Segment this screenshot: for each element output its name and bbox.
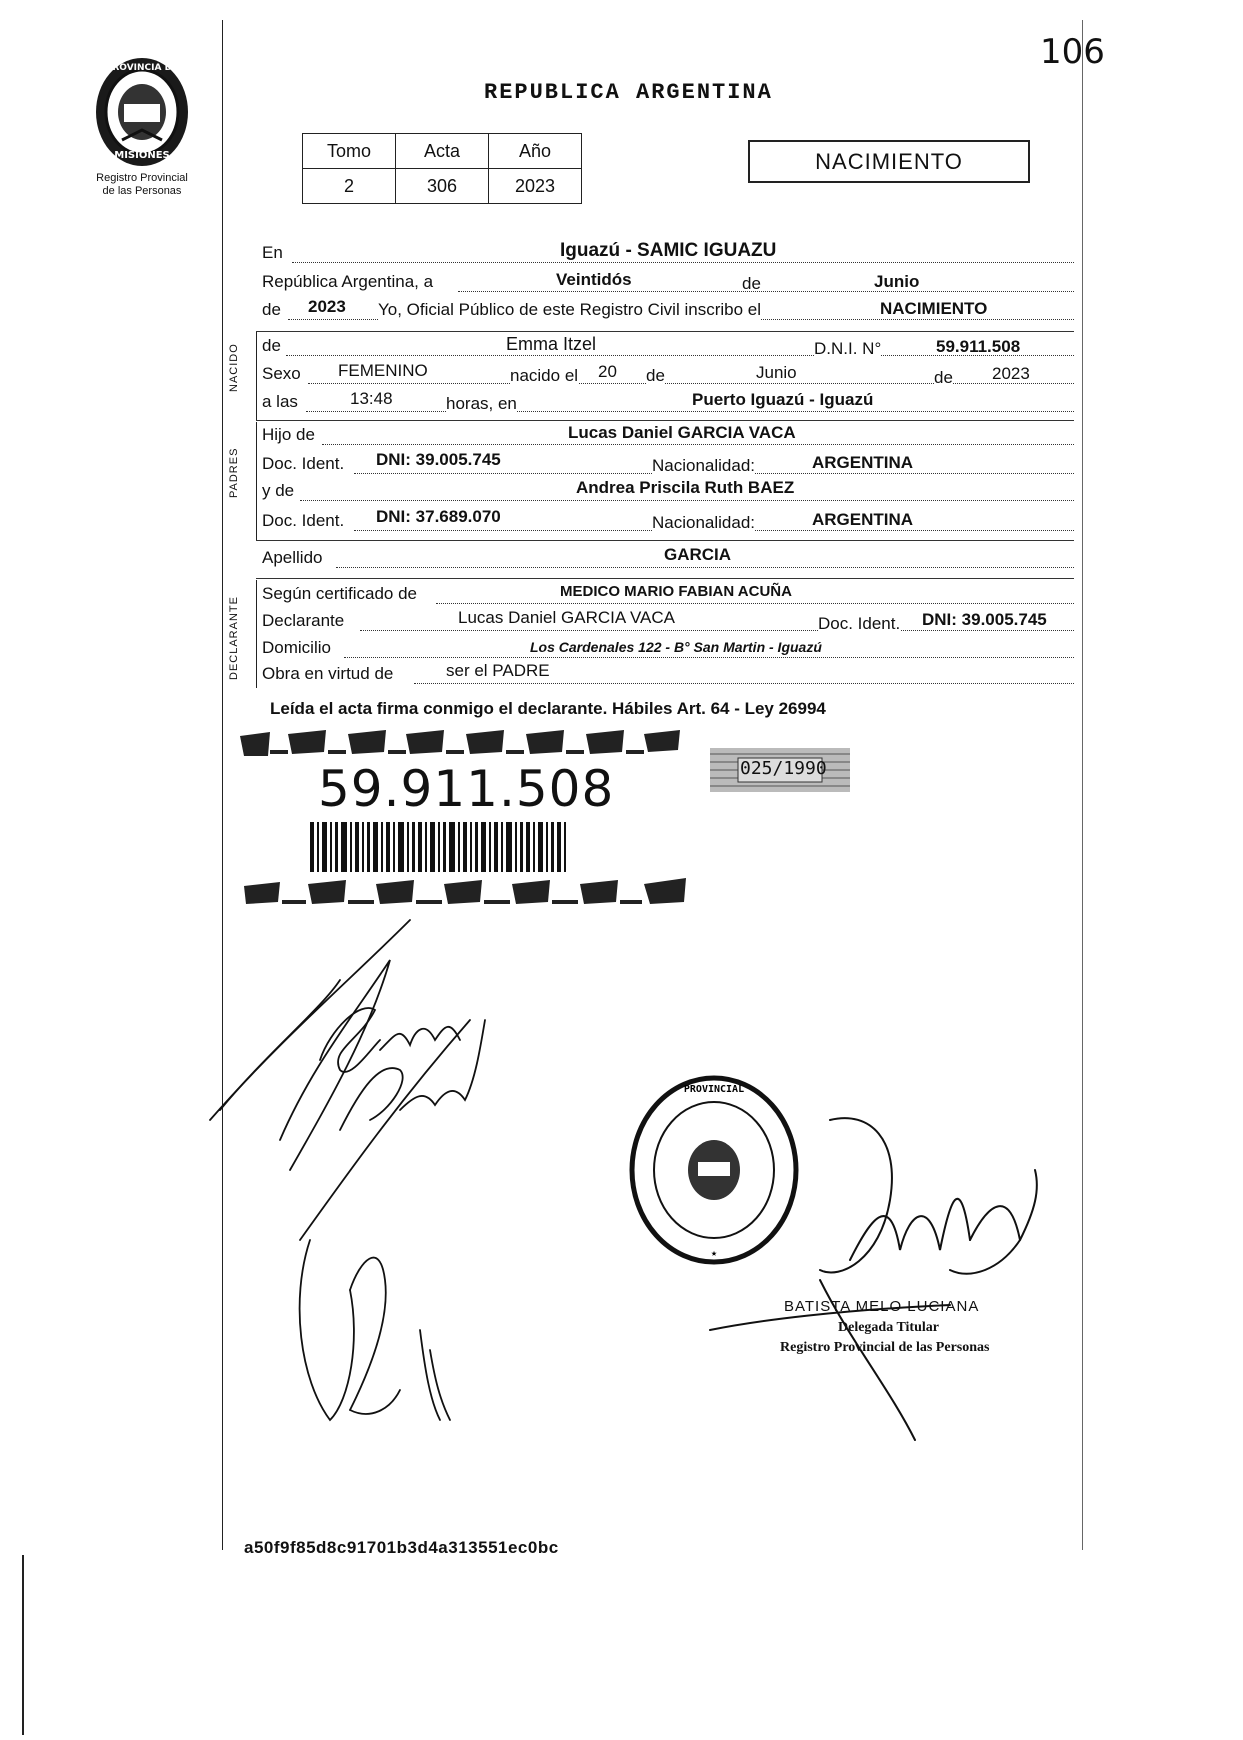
day-words-value: Veintidós (556, 270, 632, 289)
dotted-line (306, 411, 1074, 412)
month-value: Junio (874, 272, 920, 291)
declarante-side-label: DECLARANTE (228, 596, 240, 680)
left-margin-line (222, 20, 223, 1550)
mother-doc-value: DNI: 37.689.070 (376, 507, 501, 526)
svg-text:PROVINCIA DE: PROVINCIA DE (105, 63, 179, 73)
dotted-line (336, 567, 1074, 568)
page-number: 106 (1040, 32, 1105, 72)
svg-text:PROVINCIAL: PROVINCIAL (683, 1084, 745, 1095)
apellido-value: GARCIA (664, 545, 732, 564)
y-de-label: y de (262, 481, 295, 500)
child-name-value: Emma Itzel (506, 334, 597, 354)
misiones-seal-icon (72, 50, 212, 170)
obra-label: Obra en virtud de (262, 664, 394, 683)
year-prefix-label: de (262, 300, 281, 319)
second-signature-icon (290, 1220, 460, 1440)
father-doc-value: DNI: 39.005.745 (376, 450, 501, 469)
cert-label: Según certificado de (262, 584, 417, 603)
nacionalidad-label: Nacionalidad: (652, 456, 756, 475)
security-band-top-icon (240, 726, 680, 758)
place-value: Iguazú - SAMIC IGUAZU (560, 240, 777, 261)
section-rule (256, 540, 1074, 541)
dotted-line (292, 262, 1074, 263)
declarante-name-value: Lucas Daniel GARCIA VACA (458, 608, 675, 627)
de-label: de (742, 274, 761, 293)
header-tomo: Tomo (303, 134, 396, 169)
section-divider (256, 422, 257, 540)
en-label: En (262, 243, 283, 262)
dotted-line (458, 291, 1074, 292)
republica-label: República Argentina, a (262, 272, 434, 291)
dni-label: D.N.I. N° (814, 339, 882, 358)
record-table (302, 133, 582, 204)
record-type-box: NACIMIENTO (748, 140, 1030, 183)
header-acta: Acta (396, 134, 489, 169)
horas-label: horas, en (446, 394, 517, 413)
obra-value: ser el PADRE (446, 661, 550, 680)
dotted-line (414, 683, 1074, 684)
barcode-icon (310, 822, 570, 872)
de-label-3: de (934, 368, 953, 387)
dotted-line (344, 657, 1074, 658)
section-rule (256, 331, 1074, 332)
nacido-el-label: nacido el (510, 366, 579, 385)
declarante-doc-label: Doc. Ident. (818, 614, 901, 633)
header-anio: Año (489, 134, 582, 169)
dotted-line (436, 603, 1074, 604)
time-value: 13:48 (350, 389, 393, 408)
de-label-2: de (646, 366, 665, 385)
child-dni-value: 59.911.508 (936, 337, 1021, 356)
nacido-side-label: NACIDO (228, 343, 240, 392)
doc-label-2: Doc. Ident. (262, 511, 345, 530)
logo-caption-line1: Registro Provincial (96, 172, 188, 184)
declarant-signature-icon (200, 900, 560, 1260)
birth-place-value: Puerto Iguazú - Iguazú (692, 390, 874, 409)
father-name-value: Lucas Daniel GARCIA VACA (568, 423, 796, 442)
hijo-label: Hijo de (262, 425, 315, 444)
document-hash: a50f9f85d8c91701b3d4a313551ec0bc (244, 1538, 559, 1557)
sexo-label: Sexo (262, 364, 301, 383)
dotted-line (322, 444, 1074, 445)
section-divider (256, 332, 257, 420)
domicilio-label: Domicilio (262, 638, 331, 657)
value-anio: 2023 (489, 169, 582, 204)
sexo-value: FEMENINO (338, 361, 428, 380)
oficial-text: Yo, Oficial Público de este Registro Civil inscribo el (378, 300, 761, 319)
scan-edge-line (22, 1555, 24, 1735)
section-rule (256, 420, 1074, 421)
registrar-office: Registro Provincial de las Personas (780, 1340, 990, 1355)
logo-caption-line2: de las Personas (102, 185, 182, 197)
closing-text: Leída el acta firma conmigo el declarante. Hábiles Art. 64 - Ley 26994 (270, 699, 826, 718)
country-title: REPUBLICA ARGENTINA (484, 80, 773, 105)
svg-text:MISIONES: MISIONES (114, 150, 170, 161)
declarante-label: Declarante (262, 611, 345, 630)
year-value: 2023 (308, 297, 346, 316)
nacionalidad-label-2: Nacionalidad: (652, 513, 756, 532)
dotted-line (308, 383, 1074, 384)
a-las-label: a las (262, 392, 298, 411)
mother-nat-value: ARGENTINA (812, 510, 914, 529)
value-acta: 306 (396, 169, 489, 204)
doc-label: Doc. Ident. (262, 454, 345, 473)
mother-name-value: Andrea Priscila Ruth BAEZ (576, 478, 795, 497)
birth-day-value: 20 (598, 362, 617, 381)
nacido-de-label: de (262, 336, 281, 355)
value-tomo: 2 (303, 169, 396, 204)
birth-month-value: Junio (756, 363, 797, 382)
svg-text:★: ★ (710, 1248, 718, 1259)
registrar-title: Delegada Titular (838, 1320, 939, 1335)
stamp-number: 025/1990 (740, 758, 827, 779)
birth-year-value: 2023 (992, 364, 1030, 383)
registry-logo (72, 50, 212, 197)
section-divider (256, 580, 257, 688)
registrar-name: BATISTA MELO LUCIANA (784, 1298, 980, 1315)
dotted-line (300, 500, 1074, 501)
cert-value: MEDICO MARIO FABIAN ACUÑA (560, 583, 792, 600)
inscribe-type-value: NACIMIENTO (880, 299, 988, 318)
father-nat-value: ARGENTINA (812, 453, 914, 472)
apellido-label: Apellido (262, 548, 323, 567)
dni-large: 59.911.508 (318, 760, 615, 818)
declarante-doc-value: DNI: 39.005.745 (922, 610, 1047, 629)
padres-side-label: PADRES (228, 447, 240, 498)
dotted-line (360, 630, 1074, 631)
registrar-signature-icon (700, 1080, 1080, 1460)
section-rule (256, 578, 1074, 579)
address-value: Los Cardenales 122 - B° San Martin - Iguazú (530, 639, 822, 655)
right-margin-line (1082, 20, 1083, 1550)
